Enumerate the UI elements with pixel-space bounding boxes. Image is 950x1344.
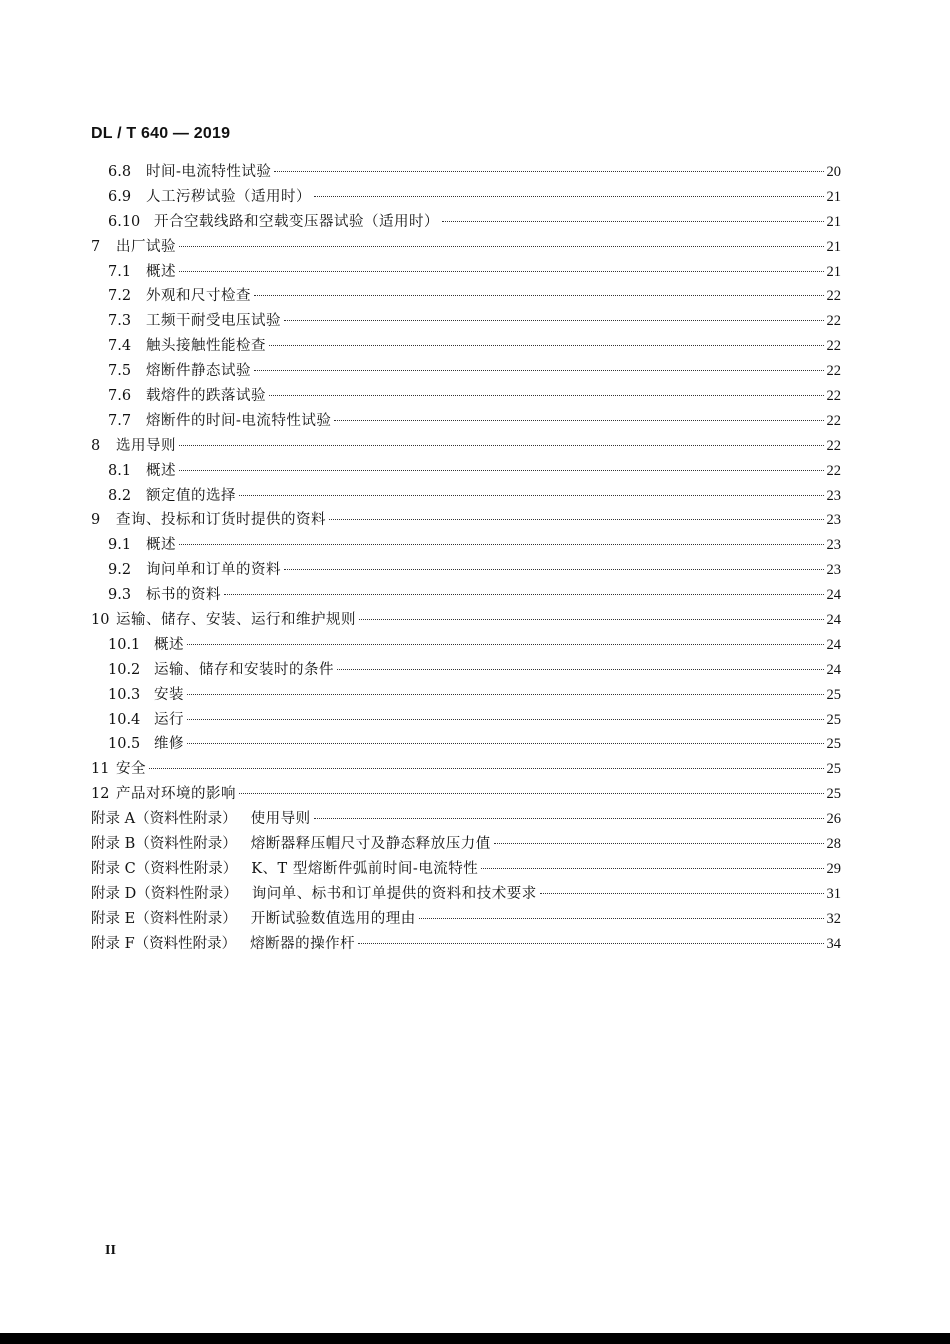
- toc-entry-number: 10.3: [108, 686, 141, 703]
- toc-entry-title: 运行: [154, 711, 184, 728]
- toc-entry[interactable]: [91, 832, 841, 857]
- toc-entry-number: 10: [91, 612, 110, 629]
- page-number-footer: II: [105, 1243, 116, 1258]
- toc-entry[interactable]: [91, 235, 841, 260]
- toc-entry-title: 安装: [154, 686, 184, 703]
- toc-entry[interactable]: [91, 583, 841, 608]
- toc-entry-title: 概述: [146, 462, 176, 479]
- toc-entry-page: 23: [826, 512, 841, 529]
- toc-leader-dots: [329, 519, 824, 520]
- toc-entry-page: 25: [826, 761, 841, 778]
- toc-entry-number: 8.2: [108, 487, 132, 504]
- toc-leader-dots: [187, 743, 824, 744]
- toc-entry-page: 24: [826, 587, 841, 604]
- toc-entry[interactable]: [91, 508, 841, 533]
- toc-entry-page: 23: [826, 537, 841, 554]
- toc-entry[interactable]: [91, 409, 841, 434]
- toc-leader-dots: [274, 171, 823, 172]
- toc-leader-dots: [419, 918, 824, 919]
- toc-entry-page: 21: [826, 188, 841, 205]
- toc-leader-dots: [179, 246, 824, 247]
- toc-leader-dots: [254, 295, 824, 296]
- toc-entry-title: 出厂试验: [116, 238, 176, 255]
- toc-entry-number: 附录 D（资料性附录）: [91, 885, 238, 902]
- toc-entry-title: 外观和尺寸检查: [146, 288, 251, 305]
- toc-entry-page: 24: [826, 612, 841, 629]
- toc-entry[interactable]: [91, 732, 841, 757]
- toc-entry[interactable]: [91, 683, 841, 708]
- toc-leader-dots: [149, 768, 824, 769]
- toc-leader-dots: [179, 470, 824, 471]
- toc-leader-dots: [358, 943, 823, 944]
- toc-leader-dots: [284, 320, 824, 321]
- toc-entry[interactable]: [91, 359, 841, 384]
- toc-entry-title: 维修: [154, 736, 184, 753]
- toc-leader-dots: [224, 594, 824, 595]
- toc-entry-page: 22: [826, 363, 841, 380]
- toc-entry-title: 选用导则: [116, 437, 176, 454]
- toc-entry-page: 20: [826, 164, 841, 180]
- toc-entry-number: 10.2: [108, 661, 141, 678]
- toc-entry-number: 9.2: [108, 562, 132, 579]
- toc-entry-title: 开断试验数值选用的理由: [250, 910, 416, 927]
- toc-entry-title: 载熔件的跌落试验: [146, 388, 266, 405]
- toc-entry-page: 34: [826, 935, 841, 952]
- toc-entry[interactable]: [91, 807, 841, 832]
- toc-entry-title: 熔断器的操作杆: [250, 935, 356, 952]
- toc-entry[interactable]: [91, 309, 841, 334]
- toc-entry-number: 6.9: [108, 188, 132, 205]
- toc-entry-page: 21: [826, 238, 841, 255]
- toc-entry[interactable]: [91, 658, 841, 683]
- toc-leader-dots: [239, 495, 824, 496]
- toc-entry-page: 25: [826, 786, 841, 803]
- toc-leader-dots: [284, 569, 824, 570]
- toc-entry-page: 22: [826, 338, 841, 355]
- document-code-header: DL / T 640 — 2019: [91, 125, 231, 142]
- toc-entry-number: 附录 E（资料性附录）: [91, 910, 237, 927]
- toc-entry-page: 22: [826, 412, 841, 429]
- toc-entry-page: 25: [826, 736, 841, 753]
- toc-entry-title: 触头接触性能检查: [146, 338, 266, 355]
- toc-entry-number: 7.2: [108, 288, 132, 305]
- toc-entry-page: 21: [826, 263, 841, 280]
- toc-leader-dots: [494, 843, 824, 844]
- toc-entry[interactable]: [91, 633, 841, 658]
- toc-entry-page: 23: [826, 562, 841, 579]
- toc-entry-page: 25: [826, 686, 841, 703]
- toc-leader-dots: [481, 868, 823, 869]
- toc-entry[interactable]: [91, 160, 841, 185]
- toc-entry-page: 22: [826, 313, 841, 330]
- toc-entry-page: 24: [826, 636, 841, 653]
- toc-entry-title: 概述: [146, 537, 176, 554]
- toc-entry-number: 7.1: [108, 263, 132, 280]
- toc-leader-dots: [334, 420, 823, 421]
- toc-leader-dots: [442, 221, 824, 222]
- toc-entry-page: 26: [826, 811, 841, 828]
- toc-entry-number: 附录 F（资料性附录）: [91, 935, 237, 952]
- toc-leader-dots: [359, 619, 824, 620]
- toc-entry-number: 9: [91, 512, 101, 529]
- toc-entry-page: 23: [826, 487, 841, 504]
- toc-leader-dots: [337, 669, 824, 670]
- toc-entry[interactable]: [91, 384, 841, 409]
- toc-entry-number: 6.10: [108, 213, 141, 230]
- toc-entry[interactable]: [91, 484, 841, 509]
- toc-entry[interactable]: [91, 434, 841, 459]
- toc-leader-dots: [269, 395, 824, 396]
- toc-entry-page: 24: [826, 661, 841, 678]
- toc-entry-title: 安全: [116, 761, 146, 778]
- toc-entry-title: 运输、储存和安装时的条件: [154, 661, 334, 678]
- toc-entry-number: 7: [91, 238, 101, 255]
- toc-entry-title: 概述: [154, 636, 184, 653]
- toc-entry-page: 29: [826, 860, 841, 877]
- toc-entry-number: 7.6: [108, 388, 132, 405]
- toc-entry[interactable]: [91, 558, 841, 583]
- toc-leader-dots: [314, 818, 824, 819]
- toc-entry-title: 运输、储存、安装、运行和维护规则: [116, 612, 356, 629]
- toc-leader-dots: [239, 793, 824, 794]
- toc-entry-number: 7.4: [108, 338, 132, 355]
- toc-leader-dots: [179, 544, 824, 545]
- toc-entry-number: 9.1: [108, 537, 132, 554]
- toc-entry[interactable]: [91, 608, 841, 633]
- toc-entry-title: 概述: [146, 263, 176, 280]
- toc-leader-dots: [179, 271, 824, 272]
- toc-entry-page: 22: [826, 462, 841, 479]
- toc-entry-number: 7.7: [108, 412, 132, 429]
- toc-entry-number: 附录 C（资料性附录）: [91, 860, 238, 877]
- toc-leader-dots: [187, 694, 824, 695]
- toc-entry-page: 22: [826, 288, 841, 305]
- toc-entry-number: 8.1: [108, 462, 132, 479]
- toc-leader-dots: [314, 196, 824, 197]
- toc-entry-number: 10.1: [108, 636, 141, 653]
- toc-leader-dots: [187, 644, 824, 645]
- toc-leader-dots: [179, 445, 824, 446]
- toc-entry-title: 熔断器释压帽尺寸及静态释放压力值: [250, 836, 491, 853]
- toc-entry-page: 21: [826, 213, 841, 230]
- toc-entry-number: 9.3: [108, 587, 132, 604]
- toc-entry-title: 询问单和订单的资料: [146, 562, 281, 579]
- toc-entry[interactable]: [91, 533, 841, 558]
- toc-entry-title: 标书的资料: [146, 587, 221, 604]
- toc-entry-number: 6.8: [108, 164, 132, 180]
- toc-entry-title: 询问单、标书和订单提供的资料和技术要求: [251, 885, 537, 902]
- toc-entry-title: 额定值的选择: [146, 487, 236, 504]
- toc-entry-title: 人工污秽试验（适用时）: [146, 188, 311, 205]
- toc-entry-number: 11: [91, 761, 110, 778]
- toc-entry[interactable]: [91, 932, 841, 957]
- toc-entry-title: 开合空载线路和空载变压器试验（适用时）: [154, 213, 439, 230]
- toc-entry[interactable]: [91, 334, 841, 359]
- toc-entry-page: 32: [826, 910, 841, 927]
- toc-entry-page: 22: [826, 437, 841, 454]
- toc-entry-number: 12: [91, 786, 110, 803]
- toc-entry-title: 产品对环境的影响: [116, 786, 236, 803]
- toc-entry-page: 31: [826, 885, 841, 902]
- toc-entry-number: 10.5: [108, 736, 141, 753]
- toc-entry[interactable]: [91, 210, 841, 235]
- toc-leader-dots: [269, 345, 824, 346]
- toc-entry[interactable]: [91, 907, 841, 932]
- toc-entry-page: 25: [826, 711, 841, 728]
- toc-leader-dots: [254, 370, 824, 371]
- toc-entry[interactable]: [91, 284, 841, 309]
- toc-entry-title: 使用导则: [250, 811, 311, 828]
- toc-leader-dots: [187, 719, 824, 720]
- toc-entry-title: K、T 型熔断件弧前时间-电流特性: [251, 860, 479, 877]
- toc-entry-title: 查询、投标和订货时提供的资料: [116, 512, 326, 529]
- toc-entry[interactable]: [91, 857, 841, 882]
- toc-leader-dots: [540, 893, 824, 894]
- table-of-contents: [91, 160, 841, 957]
- toc-entry-page: 22: [826, 388, 841, 405]
- toc-entry[interactable]: [91, 260, 841, 285]
- toc-entry-number: 附录 A（资料性附录）: [91, 811, 237, 828]
- toc-entry[interactable]: [91, 757, 841, 782]
- toc-entry-title: 时间-电流特性试验: [146, 164, 272, 180]
- toc-entry[interactable]: [91, 782, 841, 807]
- toc-entry[interactable]: [91, 459, 841, 484]
- toc-entry[interactable]: [91, 708, 841, 733]
- toc-entry[interactable]: [91, 882, 841, 907]
- toc-entry-number: 10.4: [108, 711, 141, 728]
- toc-entry-page: 28: [826, 836, 841, 853]
- bottom-border: [0, 1333, 950, 1344]
- toc-entry-number: 8: [91, 437, 101, 454]
- toc-entry-title: 工频干耐受电压试验: [146, 313, 281, 330]
- toc-entry-title: 熔断件静态试验: [146, 363, 251, 380]
- toc-entry[interactable]: [91, 185, 841, 210]
- toc-entry-number: 7.5: [108, 363, 132, 380]
- toc-entry-title: 熔断件的时间-电流特性试验: [146, 412, 332, 429]
- toc-entry-number: 7.3: [108, 313, 132, 330]
- toc-entry-number: 附录 B（资料性附录）: [91, 836, 237, 853]
